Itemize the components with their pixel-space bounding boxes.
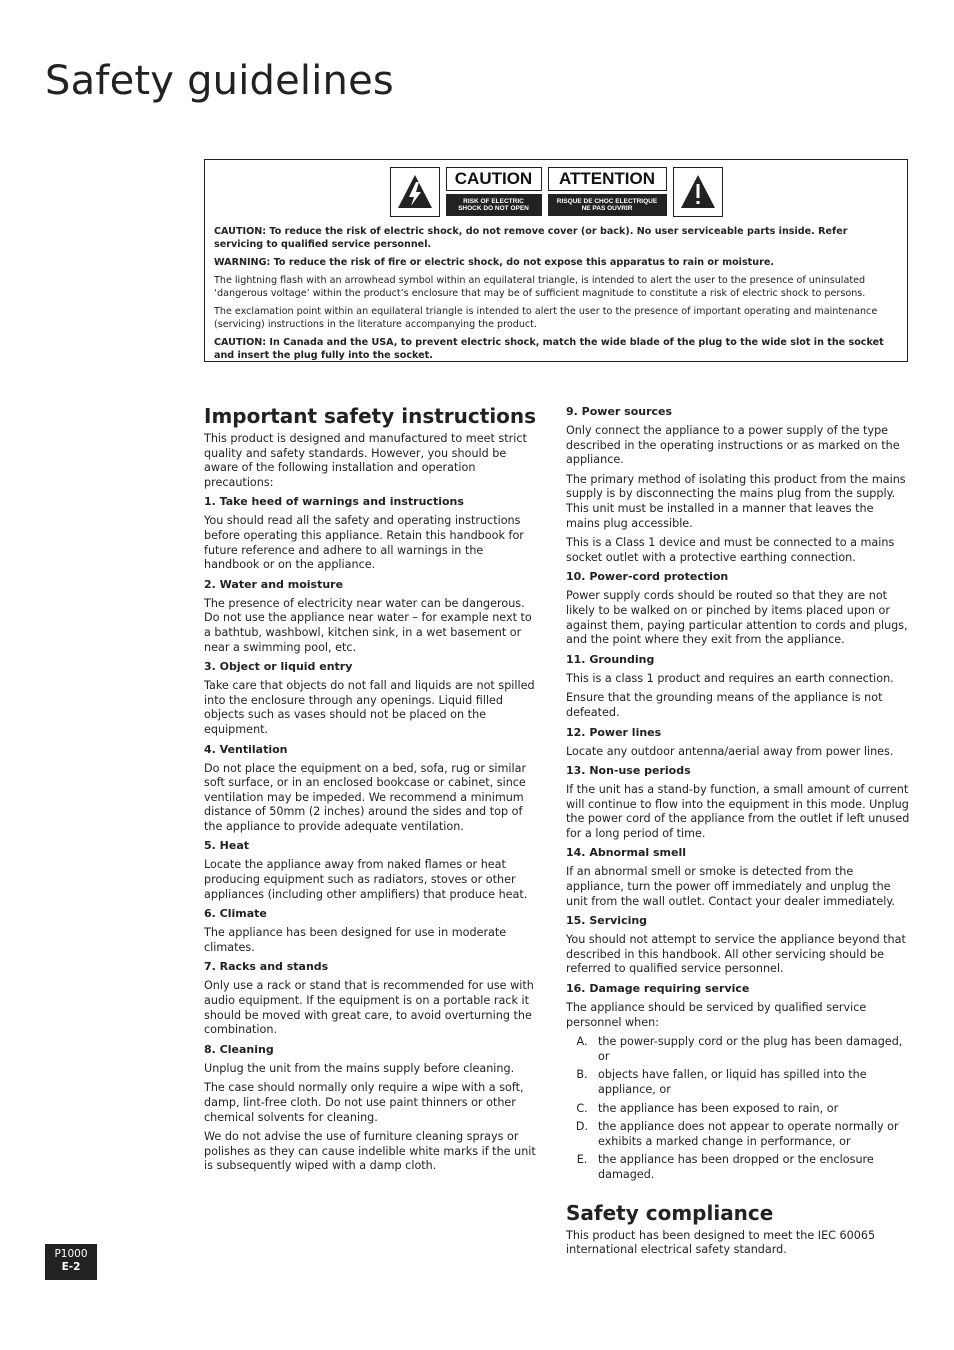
section-title: 1. Take heed of warnings and instructions [204, 495, 464, 509]
section-text: Locate any outdoor antenna/aerial away from power lines. [566, 744, 894, 758]
list-item [566, 1120, 910, 1149]
section-text: This is a class 1 product and requires an earth connection. [566, 671, 894, 685]
section-title: 8. Cleaning [204, 1042, 274, 1056]
lightning-warning-icon [390, 167, 440, 217]
exclamation-warning-icon [673, 167, 723, 217]
section-text: The appliance has been designed for use in moderate climates. [204, 926, 507, 954]
list-marker: C. [576, 1101, 588, 1115]
section-title: 7. Racks and stands [204, 960, 329, 974]
section-title: 15. Servicing [566, 914, 648, 928]
section-text: Do not place the equipment on a bed, sofa, rug or similar soft surface, or in an enclosed bookcase or cabinet, since ventilation may be impeded. We recommend a minimum distance of 50mm (2 inches) around the sides and top of the appliance to provide adequate ventilation. [204, 761, 527, 833]
section-text: Locate the appliance away from naked flames or heat producing equipment such as radiators, stoves or other appliances (including other amplifiers) that produce heat. [204, 858, 528, 901]
list-item-text: objects have fallen, or liquid has spilled into the appliance, or [598, 1068, 867, 1096]
page-number: E-2 [61, 1261, 81, 1273]
section-title: 10. Power-cord protection [566, 570, 729, 584]
lightning-symbol-text: The lightning flash with an arrowhead symbol within an equilateral triangle, is intended to alert the user to the presence of uninsulated ‘dangerous voltage’ within the product’s enclosure that may be of sufficient magnitude to constitute a risk of electric shock to persons. [214, 275, 866, 299]
section-text: Ensure that the grounding means of the appliance is not defeated. [566, 691, 883, 719]
section-text: Unplug the unit from the mains supply before cleaning. [204, 1061, 515, 1075]
section-text: The case should normally only require a wipe with a soft, damp, lint-free cloth. Do not use paint thinners or other chemical solvents for cleaning. [204, 1081, 524, 1124]
section-title: 5. Heat [204, 839, 250, 853]
compliance-text: This product has been designed to meet the IEC 60065 international electrical safety standard. [566, 1228, 876, 1257]
section-title: 4. Ventilation [204, 742, 288, 756]
section-text: Take care that objects do not fall and liquids are not spilled into the enclosure through any openings. Liquid filled objects such as vases should not be placed on the equipment. [204, 679, 535, 736]
list-item [566, 1102, 910, 1117]
instructions-intro: This product is designed and manufactured to meet strict quality and safety standards. However, you should be aware of the following installation and operation precautions: [204, 432, 527, 489]
section-text: You should not attempt to service the appliance beyond that described in this handbook. All other servicing should be referred to qualified service personnel. [566, 933, 906, 976]
caution-label-title: CAUTION [446, 167, 542, 191]
instructions-left-column [204, 404, 542, 1179]
attention-label-title: ATTENTION [548, 167, 667, 191]
list-marker: D. [575, 1120, 589, 1134]
caution-label-subtitle: RISK OF ELECTRIC SHOCK DO NOT OPEN [446, 194, 542, 216]
list-item-text: the power-supply cord or the plug has been damaged, or [598, 1035, 903, 1063]
attention-label [548, 167, 667, 216]
list-marker: B. [576, 1068, 588, 1082]
section-title: 6. Climate [204, 907, 267, 921]
list-marker: A. [576, 1035, 588, 1049]
section-title: 11. Grounding [566, 652, 655, 666]
section-text: You should read all the safety and operating instructions before operating this appliance. Retain this handbook for future reference and adhere to all warnings in the handbook or on the appliance. [204, 514, 524, 572]
warning-labels [214, 167, 898, 219]
instructions-heading: Important safety instructions [204, 404, 537, 428]
damage-conditions-list [566, 1035, 910, 1182]
warning-rain-text: WARNING: To reduce the risk of fire or electric shock, do not expose this apparatus to rain or moisture. [214, 257, 774, 268]
list-item-text: the appliance has been exposed to rain, or [598, 1101, 839, 1115]
section-text: Power supply cords should be routed so that they are not likely to be walked on or pinched by items placed upon or against them, paying particular attention to cords and plugs, and the point where they exit from the appliance. [566, 589, 908, 647]
list-item-text: the appliance does not appear to operate normally or exhibits a marked change in performance, or [598, 1120, 899, 1148]
compliance-section [566, 1201, 910, 1258]
compliance-heading: Safety compliance [566, 1200, 774, 1225]
instructions-right-column [566, 405, 910, 1263]
section-text: This is a Class 1 device and must be connected to a mains socket outlet with a protective earthing connection. [566, 536, 895, 564]
section-text: We do not advise the use of furniture cleaning sprays or polishes as they can cause indelible white marks if the unit is subsequently wiped with a damp cloth. [204, 1130, 536, 1173]
page-number-tag [45, 1244, 97, 1280]
section-text: Only connect the appliance to a power supply of the type described in the operating instructions or as marked on the appliance. [566, 424, 900, 467]
list-marker: E. [576, 1153, 588, 1167]
section-title: 3. Object or liquid entry [204, 660, 353, 674]
section-title: 14. Abnormal smell [566, 846, 687, 860]
section-text: If an abnormal smell or smoke is detected from the appliance, turn the power off immediately and unplug the unit from the wall outlet. Contact your dealer immediately. [566, 865, 895, 908]
list-item [566, 1035, 910, 1064]
exclamation-symbol-text: The exclamation point within an equilateral triangle is intended to alert the user to the presence of important operating and maintenance (servicing) instructions in the literature accompanying the product. [214, 306, 878, 330]
section-text: The primary method of isolating this product from the mains supply is by disconnecting the mains plug from the supply. This unit must be installed in a manner that leaves the mains plug accessible. [566, 472, 906, 530]
section-title: 16. Damage requiring service [566, 982, 750, 996]
list-item [566, 1153, 910, 1182]
section-text: Only use a rack or stand that is recommended for use with audio equipment. If the equipment is on a portable rack it should be moved with great care, to avoid overturning the combination. [204, 979, 534, 1037]
caution-box [204, 159, 908, 362]
attention-label-subtitle: RISQUE DE CHOC ELECTRIQUE NE PAS OUVRIR [548, 194, 667, 216]
section-text: If the unit has a stand-by function, a small amount of current will continue to flow into the equipment in this mode. Unplug the power cord of the appliance from the outlet if left unused for a long period of time. [566, 783, 910, 840]
section-title: 2. Water and moisture [204, 577, 344, 591]
list-item-text: the appliance has been dropped or the enclosure damaged. [598, 1153, 874, 1181]
section-title: 13. Non-use periods [566, 764, 691, 778]
section-title: 12. Power lines [566, 725, 662, 739]
section-title: 9. Power sources [566, 405, 673, 418]
caution-label [446, 167, 542, 216]
caution-plug-text: CAUTION: In Canada and the USA, to prevent electric shock, match the wide blade of the plug to the wide slot in the socket and insert the plug fully into the socket. [214, 337, 884, 361]
section-text: The presence of electricity near water can be dangerous. Do not use the appliance near water – for example next to a bathtub, washbowl, kitchen sink, in a wet basement or near a swimming pool, etc. [204, 596, 532, 654]
page-title: Safety guidelines [45, 58, 394, 104]
model-name: P1000 [54, 1248, 88, 1260]
section-text: The appliance should be serviced by qualified service personnel when: [566, 1001, 867, 1029]
caution-cover-text: CAUTION: To reduce the risk of electric shock, do not remove cover (or back). No user serviceable parts inside. Refer servicing to qualified service personnel. [214, 226, 848, 250]
list-item [566, 1068, 910, 1097]
